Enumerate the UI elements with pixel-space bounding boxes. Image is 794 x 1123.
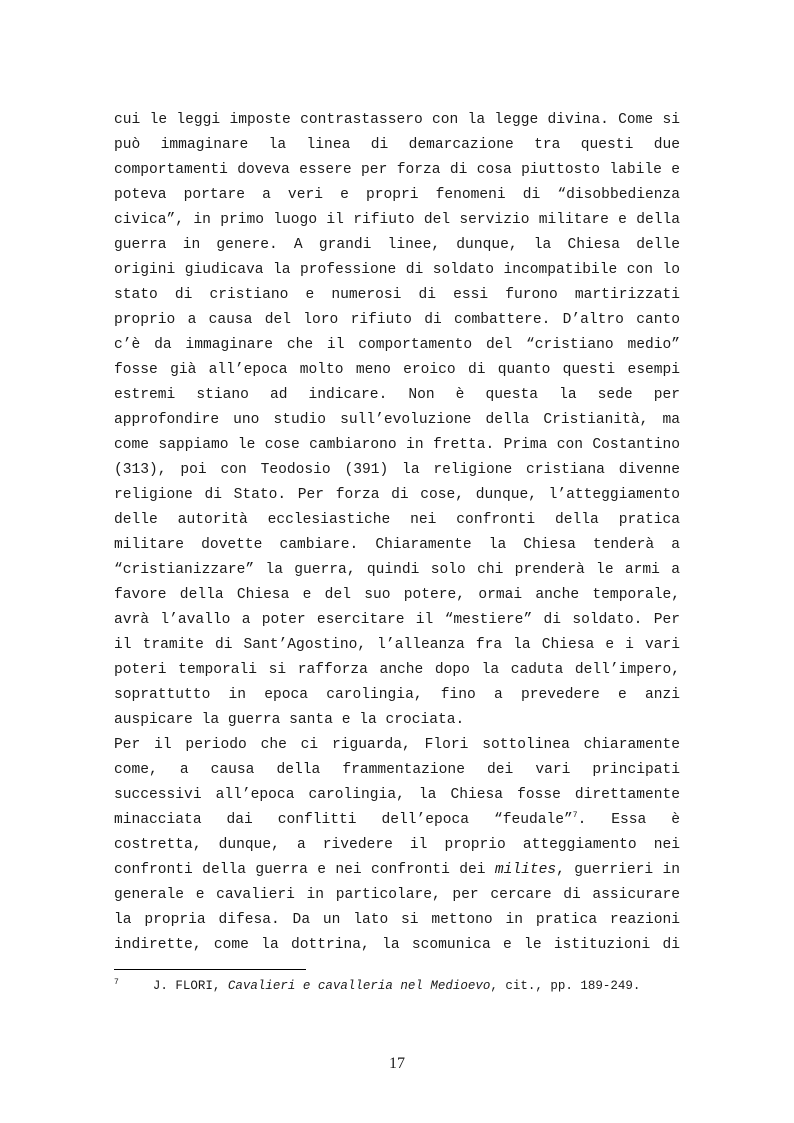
text-line: poteri temporali si rafforza anche dopo la caduta dell’impero, (114, 662, 680, 678)
text-line: avrà l’avallo a poter esercitare il “mestiere” di soldato. Per (114, 612, 680, 628)
text-line: generale e cavalieri in particolare, per cercare di assicurare (114, 887, 680, 903)
text-line: civica”, in primo luogo il rifiuto del servizio militare e della (114, 212, 680, 228)
text-line (114, 808, 680, 833)
footnote-author: J. FLORI, (152, 979, 228, 993)
text-line: estremi stiano ad indicare. Non è questa la sede per (114, 387, 680, 403)
text-line: come sappiamo le cose cambiarono in fretta. Prima con Costantino (114, 437, 680, 453)
text-fragment: minacciata dai conflitti dell’epoca “feudale” (114, 812, 573, 828)
body-text (114, 108, 680, 958)
text-line: guerra in genere. A grandi linee, dunque, la Chiesa delle (114, 237, 680, 253)
text-line: soprattutto in epoca carolingia, fino a prevedere e anzi (114, 687, 680, 703)
text-line: favore della Chiesa e del suo potere, ormai anche temporale, (114, 587, 680, 603)
footnote-reference[interactable]: 7 (572, 811, 578, 821)
text-line: militare dovette cambiare. Chiaramente la Chiesa tenderà a (114, 537, 680, 553)
footnote-number: 7 (114, 977, 119, 987)
text-line: indirette, come la dottrina, la scomunica e le istituzioni di (114, 937, 680, 953)
footnote-separator (114, 969, 306, 970)
page-number: 17 (389, 1055, 405, 1072)
text-line: delle autorità ecclesiastiche nei confronti della pratica (114, 512, 680, 528)
footnote (114, 978, 680, 995)
text-fragment: confronti della guerra e nei confronti dei (114, 862, 495, 878)
text-line: religione di Stato. Per forza di cose, dunque, l’atteggiamento (114, 487, 680, 503)
text-line: fosse già all’epoca molto meno eroico di quanto questi esempi (114, 362, 680, 378)
text-line: può immaginare la linea di demarcazione tra questi due (114, 137, 680, 153)
text-line (114, 858, 680, 883)
text-line: Per il periodo che ci riguarda, Flori sottolinea chiaramente (114, 737, 680, 753)
text-line: auspicare la guerra santa e la crociata. (114, 712, 465, 728)
text-line: comportamenti doveva essere per forza di cosa piuttosto labile e (114, 162, 680, 178)
text-fragment: , guerrieri in (556, 862, 680, 878)
text-line: stato di cristiano e numerosi di essi furono martirizzati (114, 287, 680, 303)
text-line: il tramite di Sant’Agostino, l’alleanza fra la Chiesa e i vari (114, 637, 680, 653)
text-line: (313), poi con Teodosio (391) la religione cristiana divenne (114, 462, 680, 478)
footnote-citation: , cit., pp. 189-249. (490, 979, 641, 993)
text-line: successivi all’epoca carolingia, la Chiesa fosse direttamente (114, 787, 680, 803)
footnote-title: Cavalieri e cavalleria nel Medioevo (227, 979, 491, 993)
text-line: approfondire uno studio sull’evoluzione della Cristianità, ma (114, 412, 680, 428)
text-fragment: . Essa è (577, 812, 680, 828)
text-line: c’è da immaginare che il comportamento del “cristiano medio” (114, 337, 680, 353)
text-line: cui le leggi imposte contrastassero con la legge divina. Come si (114, 112, 680, 128)
text-line: proprio a causa del loro rifiuto di combattere. D’altro canto (114, 312, 680, 328)
text-line: costretta, dunque, a rivedere il proprio atteggiamento nei (114, 837, 680, 853)
italic-term: milites (494, 862, 557, 878)
paragraph-1 (114, 108, 680, 733)
text-line: la propria difesa. Da un lato si mettono in pratica reazioni (114, 912, 680, 928)
paragraph-2 (114, 733, 680, 958)
text-line: come, a causa della frammentazione dei vari principati (114, 762, 680, 778)
text-line: “cristianizzare” la guerra, quindi solo chi prenderà le armi a (114, 562, 680, 578)
text-line: poteva portare a veri e propri fenomeni di “disobbedienza (114, 187, 680, 203)
text-line: origini giudicava la professione di soldato incompatibile con lo (114, 262, 680, 278)
